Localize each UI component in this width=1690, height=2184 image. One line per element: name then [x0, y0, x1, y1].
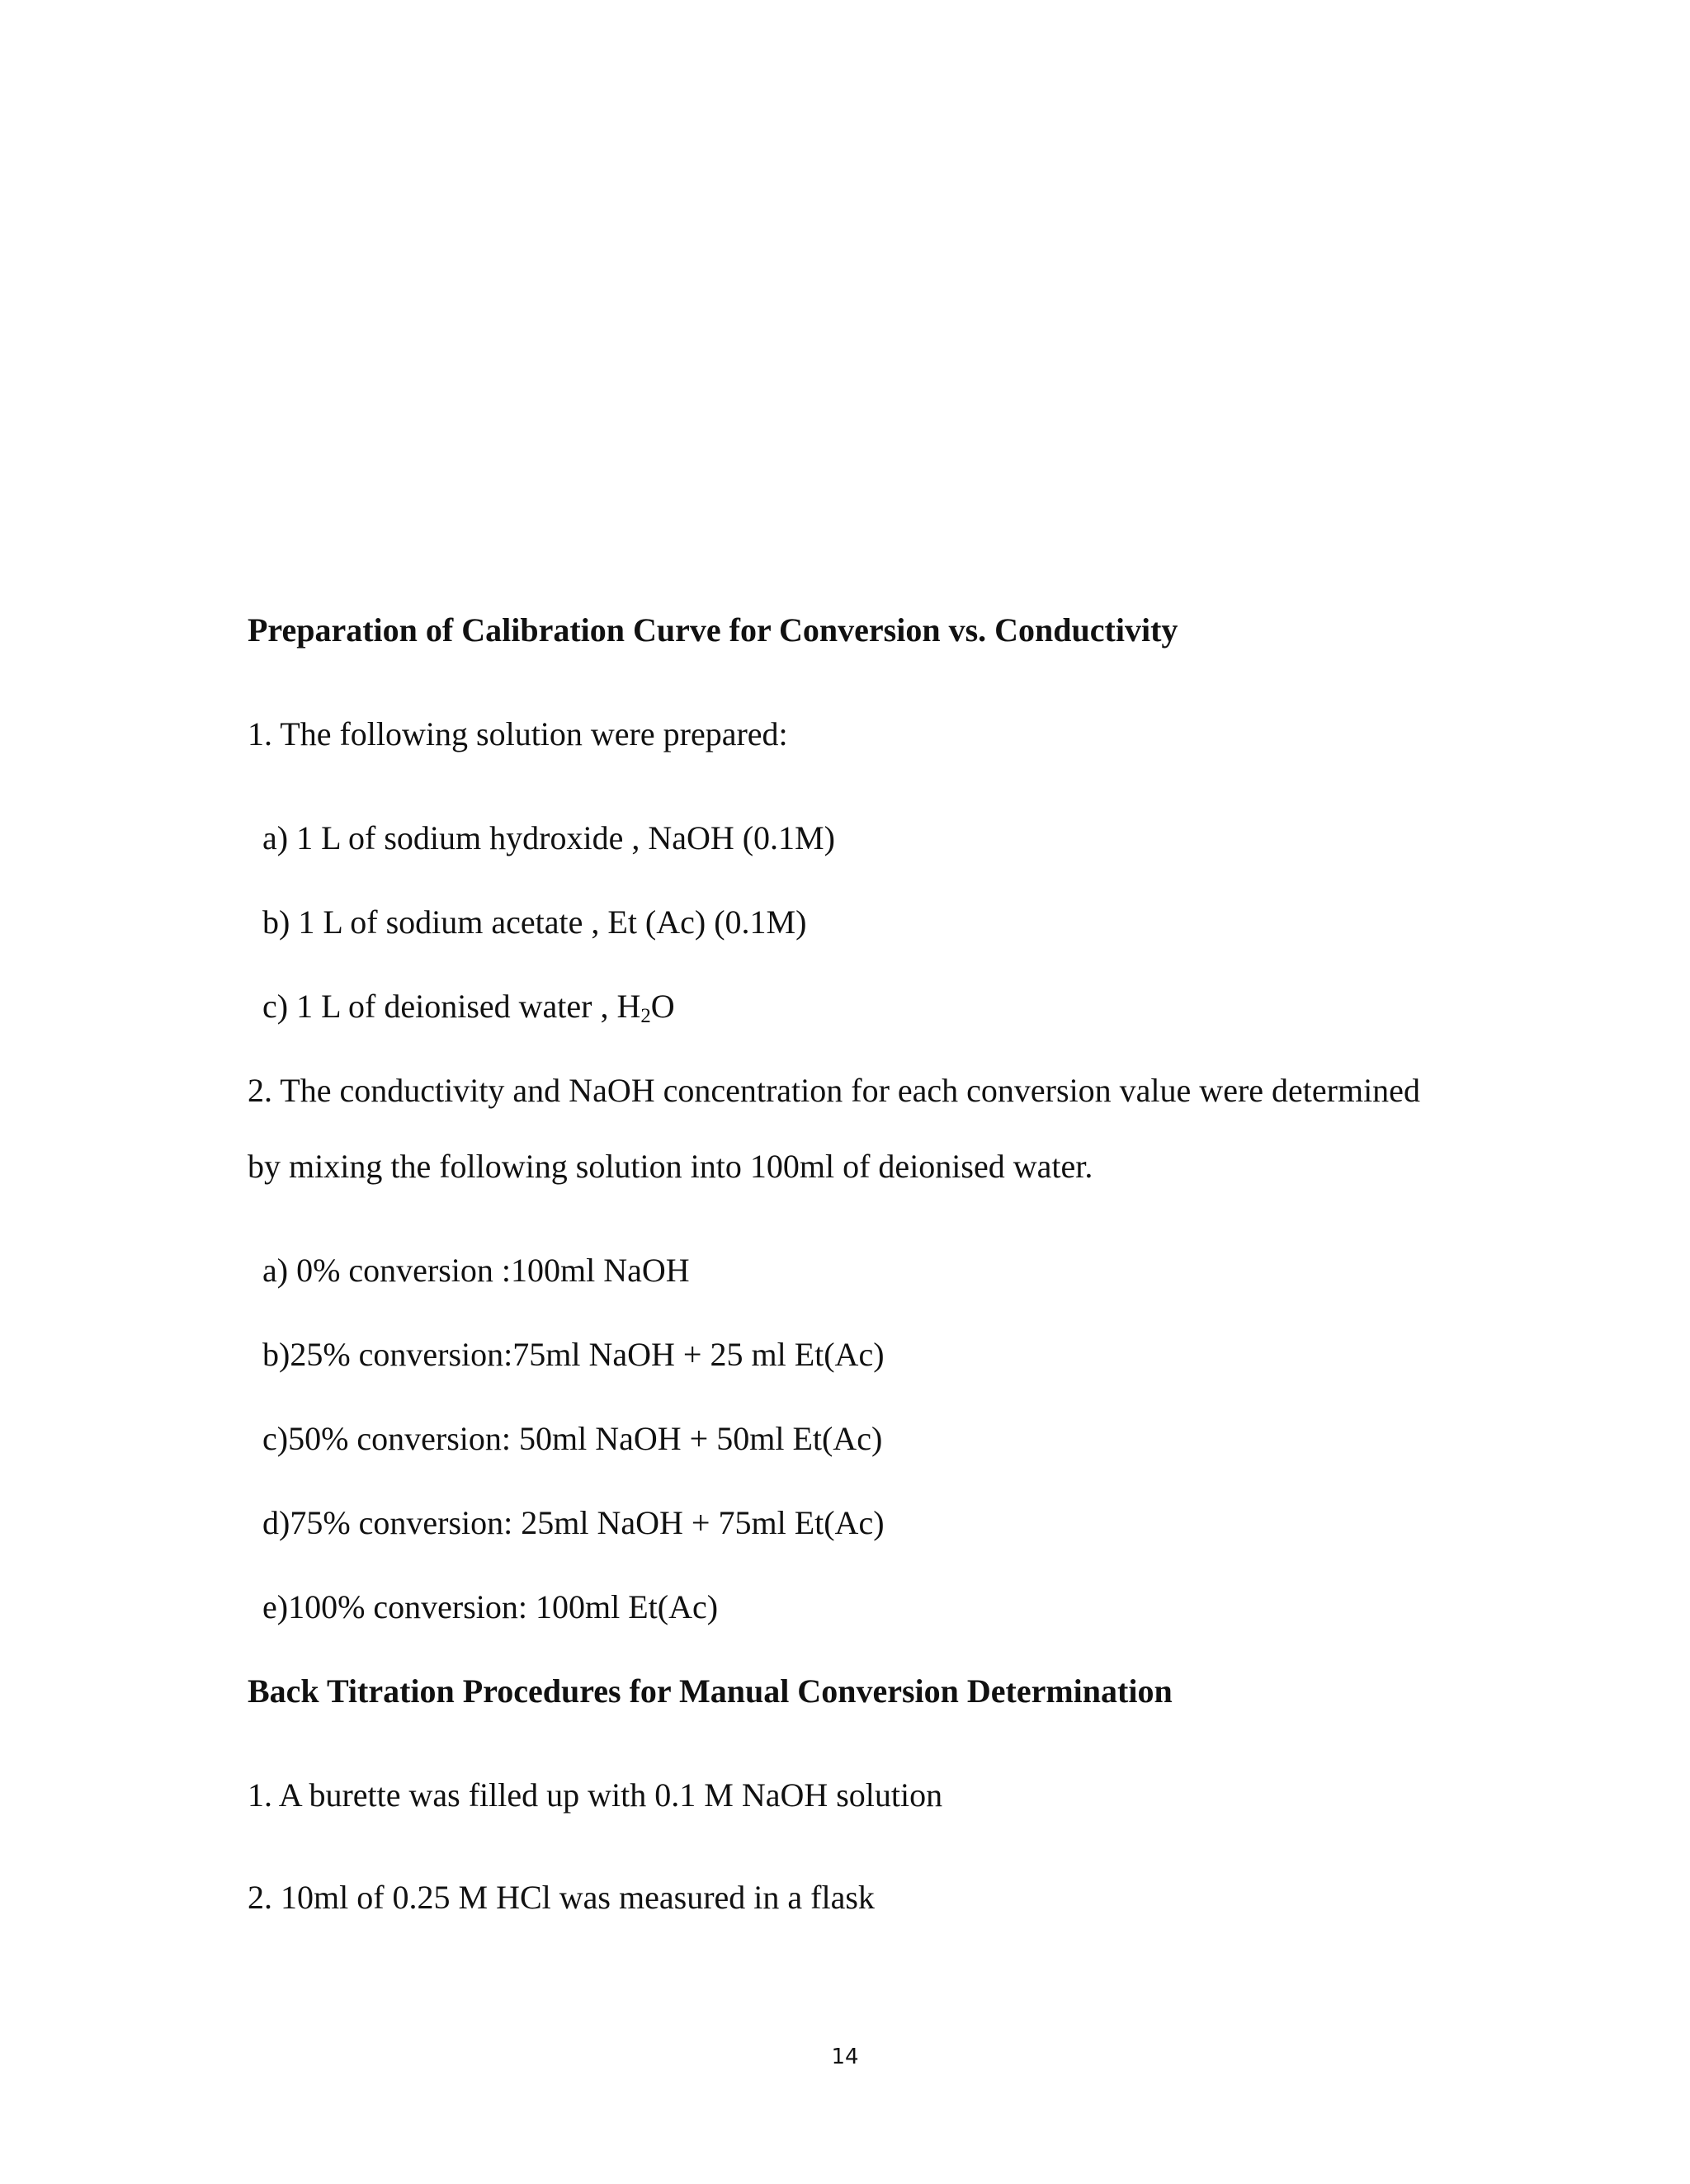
- subscript-two: 2: [640, 1005, 651, 1028]
- step-1-prepared: 1. The following solution were prepared:: [248, 715, 788, 752]
- solution-item-a: a) 1 L of sodium hydroxide , NaOH (0.1M): [262, 819, 835, 856]
- solution-item-b: b) 1 L of sodium acetate , Et (Ac) (0.1M): [262, 903, 807, 941]
- conversion-item-c: c)50% conversion: 50ml NaOH + 50ml Et(Ac): [262, 1420, 883, 1457]
- titration-step-1: 1. A burette was filled up with 0.1 M NaOH solution: [248, 1776, 943, 1814]
- conversion-item-b: b)25% conversion:75ml NaOH + 25 ml Et(Ac): [262, 1336, 885, 1373]
- conversion-item-e: e)100% conversion: 100ml Et(Ac): [262, 1588, 719, 1625]
- conversion-item-a: a) 0% conversion :100ml NaOH: [262, 1252, 690, 1289]
- solution-item-c-suffix: O: [650, 988, 675, 1025]
- section-heading-back-titration: Back Titration Procedures for Manual Conversion Determination: [248, 1672, 1173, 1710]
- step-2-line-2: by mixing the following solution into 100ml of deionised water.: [248, 1148, 1093, 1185]
- section-heading-calibration: Preparation of Calibration Curve for Conversion vs. Conductivity: [248, 611, 1178, 649]
- titration-step-2: 2. 10ml of 0.25 M HCl was measured in a flask: [248, 1879, 875, 1916]
- solution-item-c-text: c) 1 L of deionised water , H: [262, 988, 641, 1025]
- conversion-item-d: d)75% conversion: 25ml NaOH + 75ml Et(Ac): [262, 1504, 885, 1541]
- step-2-line-1: 2. The conductivity and NaOH concentration for each conversion value were determined: [248, 1072, 1420, 1109]
- solution-item-c: [262, 988, 675, 1028]
- page-number: 14: [831, 2045, 859, 2069]
